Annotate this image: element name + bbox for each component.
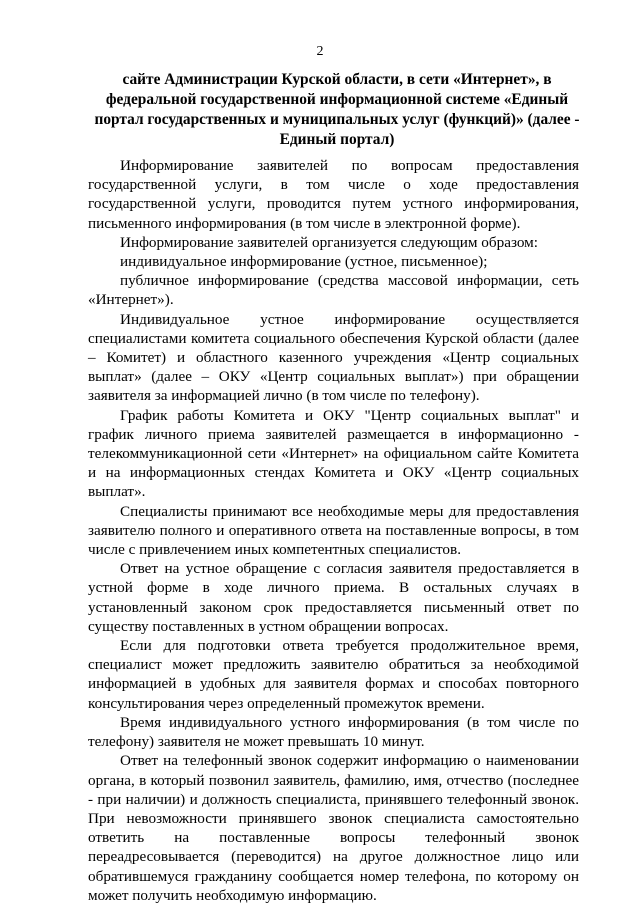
page-number: 2 bbox=[316, 44, 324, 59]
document-body bbox=[88, 156, 579, 905]
paragraph: Если для подготовки ответа требуется продолжительное время, специалист может предложить заявителю обратиться за необходимой информацией в удобных для заявителя формах и способах повторного консультирования через определенный промежуток времени. bbox=[88, 637, 579, 712]
paragraph: Индивидуальное устное информирование осуществляется специалистами комитета социального обеспечения Курской области (далее – Комитет) и областного казенного учреждения «Центр социальных выплат» (далее – ОКУ «Центр социальных выплат») при обращении заявителя за информацией лично (в том числе по телефону). bbox=[88, 310, 579, 405]
paragraph: Информирование заявителей организуется следующим образом: bbox=[120, 233, 539, 251]
section-heading: сайте Администрации Курской области, в сети «Интернет», в федеральной государственной информационной системе «Единый портал государственных и муниципальных услуг (функций)» (далее - Единый портал) bbox=[94, 71, 580, 148]
paragraph: индивидуальное информирование (устное, письменное); bbox=[120, 253, 488, 271]
paragraph: Специалисты принимают все необходимые меры для предоставления заявителю полного и оперативного ответа на поставленные вопросы, в том числе с привлечением иных компетентных специалистов. bbox=[88, 502, 579, 559]
paragraph: Ответ на устное обращение с согласия заявителя предоставляется в устной форме в ходе личного приема. В остальных случаях в установленный законом срок предоставляется письменный ответ по существу поставленных в устном обращении вопросах. bbox=[88, 560, 579, 635]
paragraph: Информирование заявителей по вопросам предоставления государственной услуги, в том числе о ходе предоставления государственной услуги, проводится путем устного информирования, письменного информирования (в том числе в электронной форме). bbox=[88, 157, 579, 232]
paragraph: Ответ на телефонный звонок содержит информацию о наименовании органа, в который позвонил заявитель, фамилию, имя, отчество (последнее - при наличии) и должность специалиста, принявшего телефонный звонок. При невозможности принявшего звонок специалиста самостоятельно ответить на поставленные вопросы телефонный звонок переадресовывается (переводится) на другое должностное лицо или обратившемуся гражданину сообщается номер телефона, по которому он может получить необходимую информацию. bbox=[88, 752, 579, 904]
paragraph: Время индивидуального устного информирования (в том числе по телефону) заявителя не может превышать 10 минут. bbox=[88, 713, 579, 751]
paragraph: График работы Комитета и ОКУ "Центр социальных выплат" и график личного приема заявителей размещается в информационно - телекоммуникационной сети «Интернет» на официальном сайте Комитета и на информационных стендах Комитета и ОКУ «Центр социальных выплат». bbox=[88, 406, 579, 501]
paragraph: публичное информирование (средства массовой информации, сеть «Интернет»). bbox=[88, 272, 579, 309]
